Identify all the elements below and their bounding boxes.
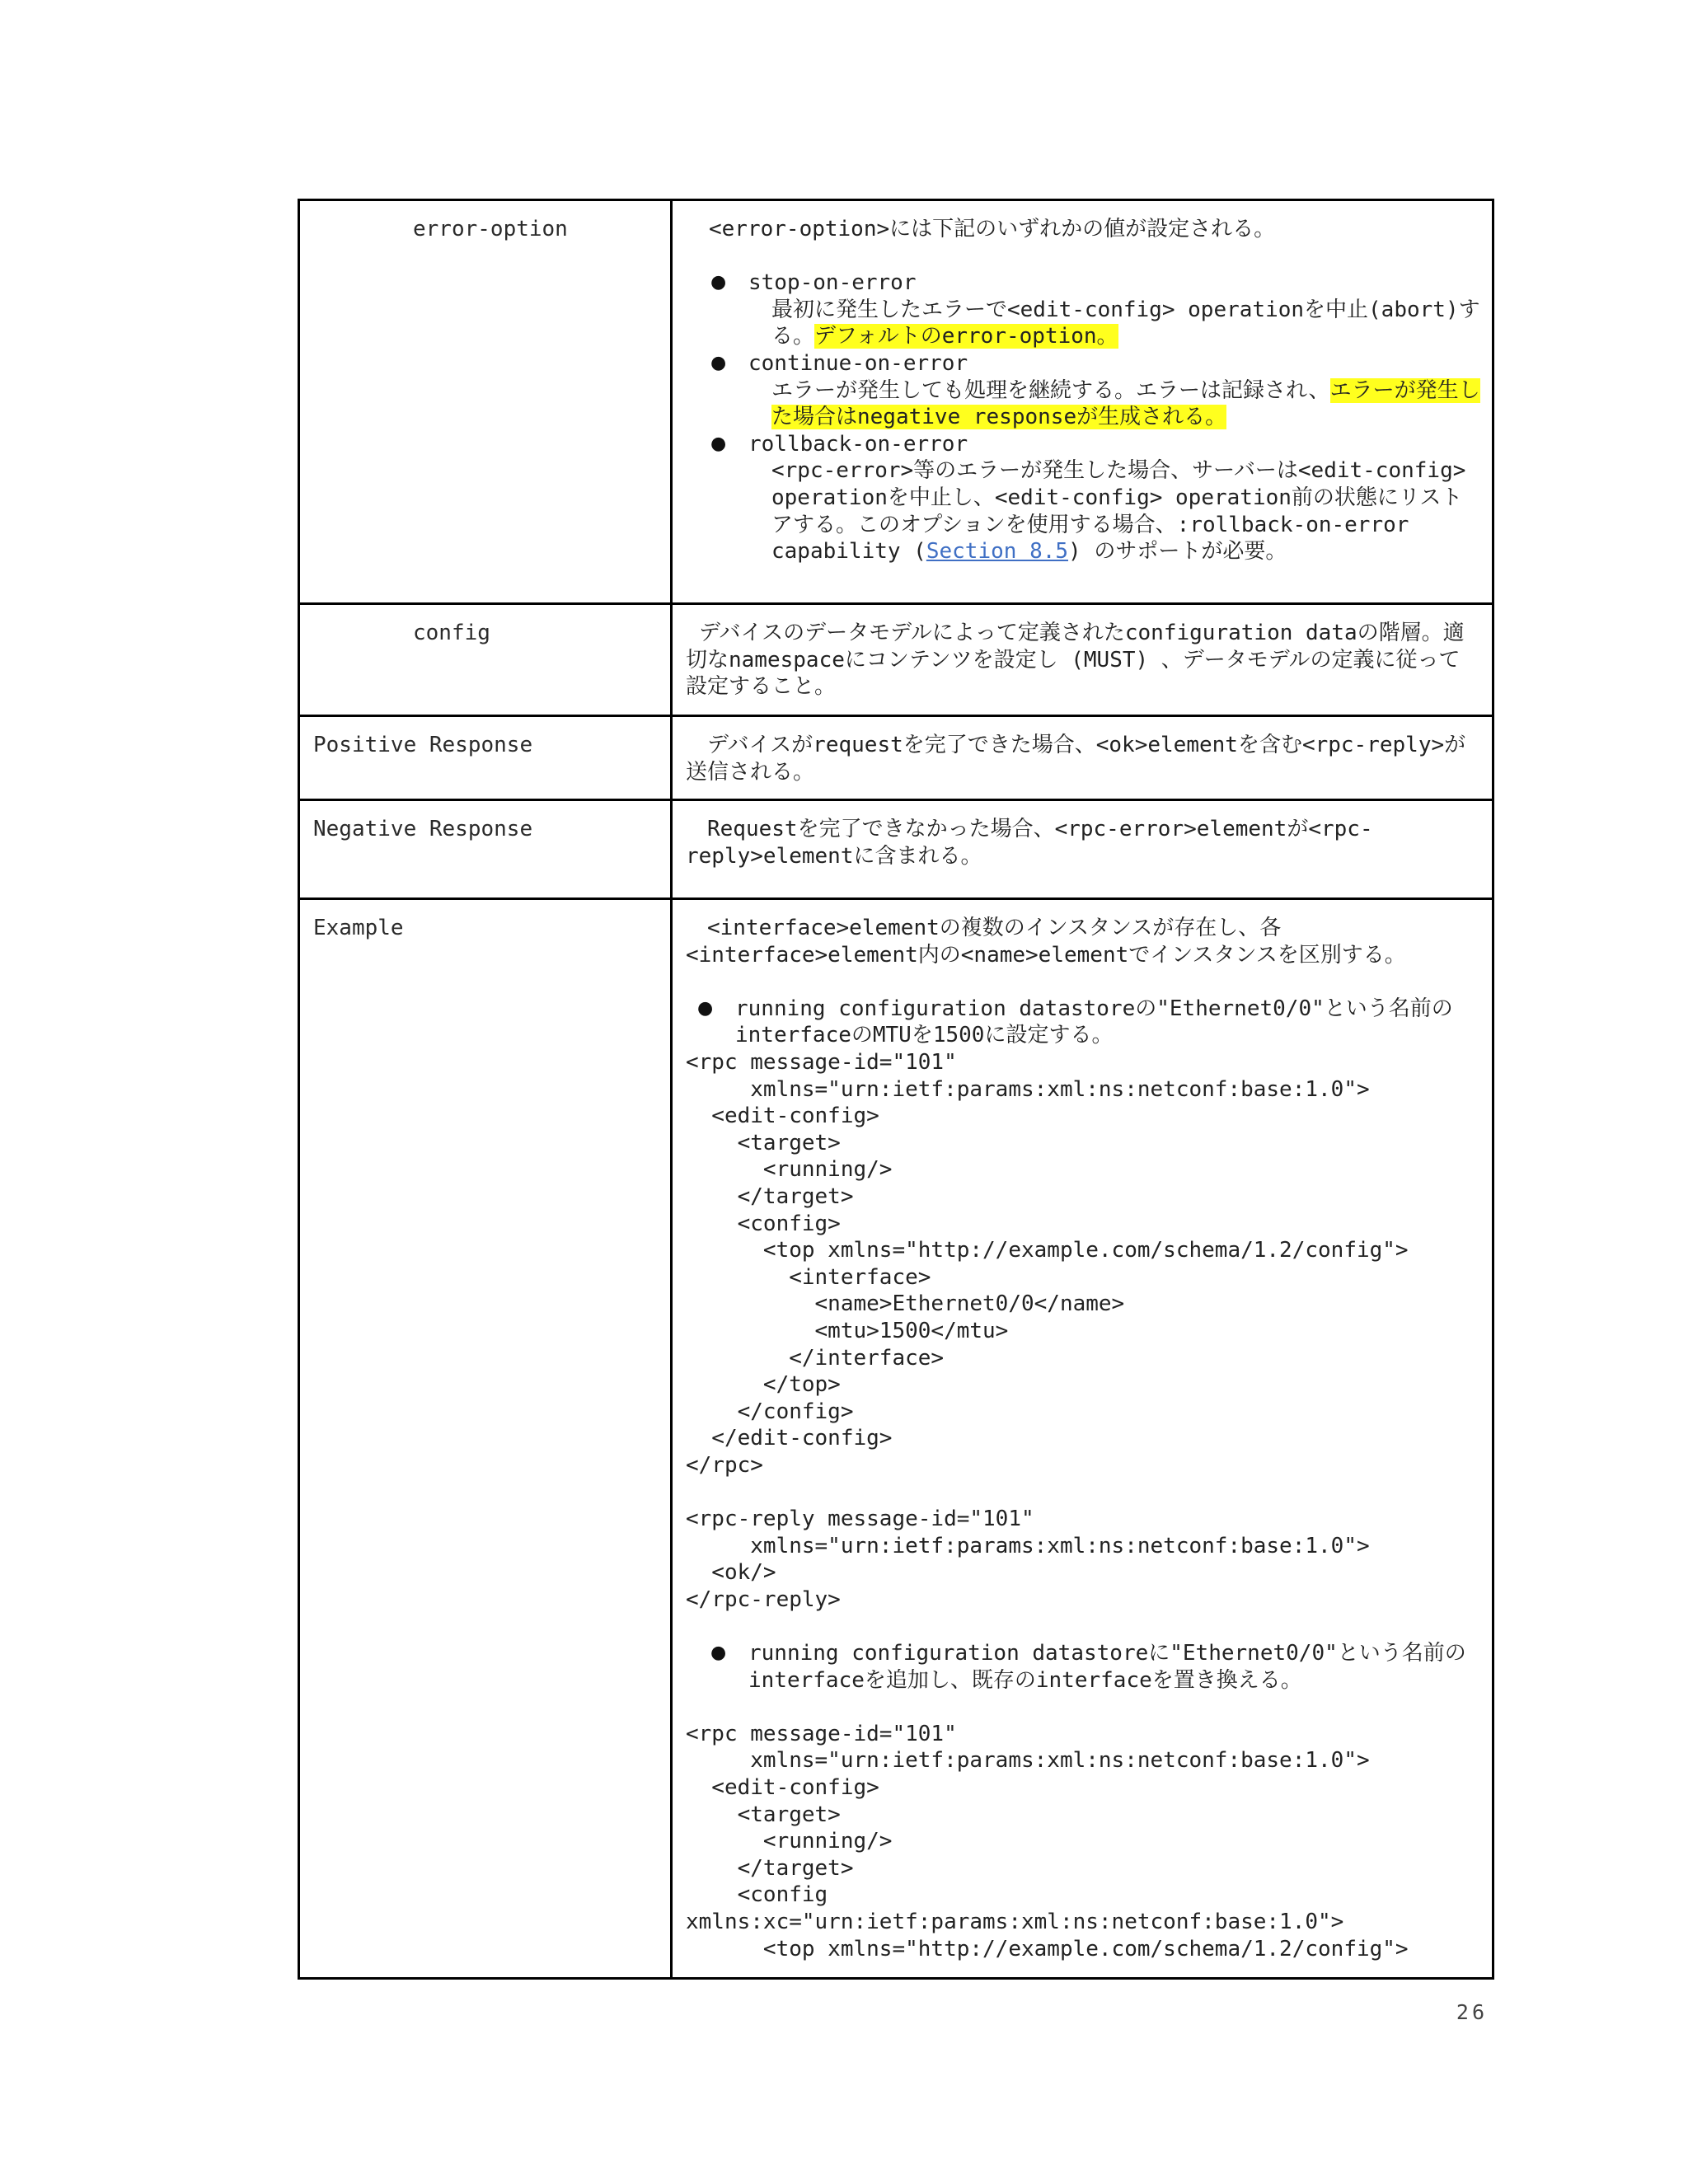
config-description: デバイスのデータモデルによって定義されたconfiguration dataの階層。適切なnamespaceにコンテンツを設定し (MUST) 、データモデルの定義に従って設定すること。 (686, 621, 1465, 700)
negative-response-text: Requestを完了できなかった場合、<rpc-error>elementが<rpc-reply>elementに含まれる。 (686, 817, 1373, 869)
row-label: error-option (413, 217, 568, 241)
option-name: ● rollback-on-error (748, 431, 968, 457)
table-row-example (299, 899, 1493, 1979)
page-number: 26 (1456, 2000, 1488, 2024)
error-option-intro: <error-option>には下記のいずれかの値が設定される。 (709, 217, 1276, 241)
label-cell (299, 604, 672, 716)
example-list (686, 996, 1480, 1049)
option-description: <rpc-error>等のエラーが発生した場合、サーバーは<edit-config> operationを中止し、<edit-config> operation前の状態にリストアする。このオプションを使用する場合、:rollback-on-error capability ( (771, 458, 1466, 565)
option-description: 最初に発生したエラーで<edit-config> operationを中止(abort)する。 (771, 297, 1480, 349)
table-row-config (299, 604, 1493, 716)
list-item (686, 431, 1480, 565)
list-item (686, 269, 1480, 350)
highlighted-text: デフォルトのerror-option。 (814, 324, 1118, 349)
row-label: config (413, 621, 490, 645)
list-item: ● running configuration datastoreに"Ethernet0/0"という名前のinterfaceを追加し、既存のinterfaceを置き換える。 (686, 1640, 1480, 1694)
content-cell (672, 899, 1493, 1979)
parameter-table (298, 199, 1494, 1980)
code-block: <rpc-reply message-id="101" xmlns="urn:ietf:params:xml:ns:netconf:base:1.0"> <ok/> </rpc-reply> (686, 1507, 1370, 1612)
example-list (686, 1640, 1480, 1694)
error-option-list (686, 269, 1480, 565)
section-link[interactable]: Section 8.5 (926, 539, 1069, 565)
row-label: Positive Response (313, 733, 533, 757)
content-cell (672, 200, 1493, 604)
option-description-end: ) のサポートが必要。 (1068, 539, 1287, 565)
table-row-error-option (299, 200, 1493, 604)
content-cell (672, 716, 1493, 800)
option-name: ● continue-on-error (748, 350, 968, 376)
row-label: Negative Response (313, 817, 533, 841)
label-cell (299, 716, 672, 800)
row-label: Example (313, 916, 404, 940)
content-cell (672, 604, 1493, 716)
positive-response-text: デバイスがrequestを完了できた場合、<ok>elementを含む<rpc-reply>が送信される。 (686, 733, 1466, 785)
label-cell (299, 200, 672, 604)
code-block: <rpc message-id="101" xmlns="urn:ietf:params:xml:ns:netconf:base:1.0"> <edit-config> <target> <running/> </target> <config> <top xmlns="http://example.com/schema/1.2/config"> <interface> <name>Ethernet0/0</name> <mtu>1500</mtu> </interface> </top> </config> </edit-config> </rpc> (686, 1049, 1409, 1478)
content-cell (672, 800, 1493, 899)
list-item: ● running configuration datastoreの"Ethernet0/0"という名前のinterfaceのMTUを1500に設定する。 (686, 996, 1480, 1049)
table-row-negative-response (299, 800, 1493, 899)
option-description: エラーが発生しても処理を継続する。エラーは記録され、 (771, 377, 1330, 403)
label-cell (299, 899, 672, 1979)
label-cell (299, 800, 672, 899)
list-item (686, 350, 1480, 431)
code-block: <rpc message-id="101" xmlns="urn:ietf:params:xml:ns:netconf:base:1.0"> <edit-config> <target> <running/> </target> <config xmlns:xc="urn:ietf:params:xml:ns:netconf:base:1.0"> <top xmlns="http://example.com/schema/1.2/config"> (686, 1721, 1409, 1961)
example-intro: <interface>elementの複数のインスタンスが存在し、各<interface>element内の<name>elementでインスタンスを区別する。 (686, 916, 1406, 968)
option-name: ● stop-on-error (748, 270, 917, 296)
table-row-positive-response (299, 716, 1493, 800)
highlighted-text: エラーが発生した場合はnegative responseが生成される。 (771, 377, 1480, 430)
